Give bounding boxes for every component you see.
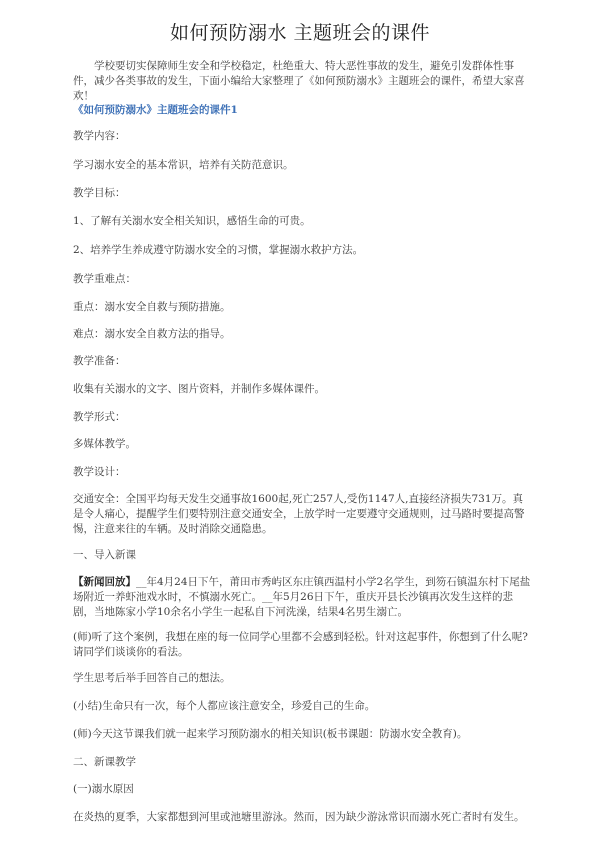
news-text: __年4月24日下午，莆田市秀屿区东庄镇西温村小学2名学生，到笏石镇温东村下尾盐场附近一养虾池戏水时，不慎溺水死亡。__年5月26日下午，重庆开县长沙镇再次发生这样的悲剧，当地陈家小学10余名小学生一起私自下河洗澡，结果4名男生溺亡。 bbox=[73, 576, 531, 618]
paragraph-lesson-intro-heading: 一、导入新课 bbox=[73, 549, 136, 561]
paragraph-form-label: 教学形式： bbox=[73, 411, 126, 423]
paragraph-traffic-safety: 交通安全：全国平均每天发生交通事故1600起,死亡257人,受伤1147人,直接经济损失731万。真是令人痛心，提醒学生们要特别注意交通安全，上放学时一定要遵守交通规则，过马路时要提高警惕，注意来往的车辆。及时消除交通隐患。 bbox=[73, 493, 525, 535]
paragraph-key-point: 重点：溺水安全自救与预防措施。 bbox=[73, 301, 231, 313]
paragraph-teacher-topic: (师)今天这节课我们就一起来学习预防溺水的相关知识(板书课题：防溺水安全教育)。 bbox=[73, 728, 468, 740]
paragraph-summer-swimming: 在炎热的夏季，大家都想到河里或池塘里游泳。然而，因为缺少游泳常识而溺水死亡者时有发生。 bbox=[73, 811, 525, 823]
intro-paragraph: 学校要切实保障师生安全和学校稳定，杜绝重大、特大恶性事故的发生，避免引发群体性事件，减少各类事故的发生，下面小编给大家整理了《如何预防溺水》主题班会的课件，希望大家喜欢！ bbox=[73, 60, 525, 102]
paragraph-preparation-label: 教学准备： bbox=[73, 355, 126, 367]
paragraph-design-label: 教学设计： bbox=[73, 466, 126, 478]
paragraph-difficult-point: 难点：溺水安全自救方法的指导。 bbox=[73, 328, 231, 340]
document-title: 如何预防溺水 主题班会的课件 bbox=[169, 22, 431, 44]
paragraph-preparation: 收集有关溺水的文字、图片资料，并制作多媒体课件。 bbox=[73, 383, 325, 395]
paragraph-teaching-goal-label: 教学目标： bbox=[73, 187, 126, 199]
paragraph-goal-1: 1、了解有关溺水安全相关知识，感悟生命的可贵。 bbox=[73, 215, 311, 227]
news-label: 【新闻回放】 bbox=[73, 576, 136, 588]
paragraph-summary: (小结)生命只有一次，每个人都应该注意安全，珍爱自己的生命。 bbox=[73, 700, 376, 712]
paragraph-teaching-content: 学习溺水安全的基本常识，培养有关防范意识。 bbox=[73, 159, 294, 171]
paragraph-key-points-label: 教学重难点： bbox=[73, 273, 136, 285]
paragraph-teaching-content-label: 教学内容： bbox=[73, 130, 126, 142]
paragraph-student-answer: 学生思考后举手回答自己的想法。 bbox=[73, 672, 231, 684]
paragraph-drowning-causes-heading: (一)溺水原因 bbox=[73, 783, 134, 795]
paragraph-teacher-question: (师)听了这个案例，我想在座的每一位同学心里都不会感到轻松。针对这起事件，你想到了什么呢?请同学们谈谈你的看法。 bbox=[73, 631, 528, 658]
paragraph-form: 多媒体教学。 bbox=[73, 438, 136, 450]
paragraph-goal-2: 2、培养学生养成遵守防溺水安全的习惯，掌握溺水救护方法。 bbox=[73, 244, 364, 256]
paragraph-news-replay bbox=[73, 575, 533, 620]
paragraph-new-lesson-heading: 二、新课教学 bbox=[73, 756, 136, 768]
section-heading: 《如何预防溺水》主题班会的课件1 bbox=[73, 104, 238, 116]
